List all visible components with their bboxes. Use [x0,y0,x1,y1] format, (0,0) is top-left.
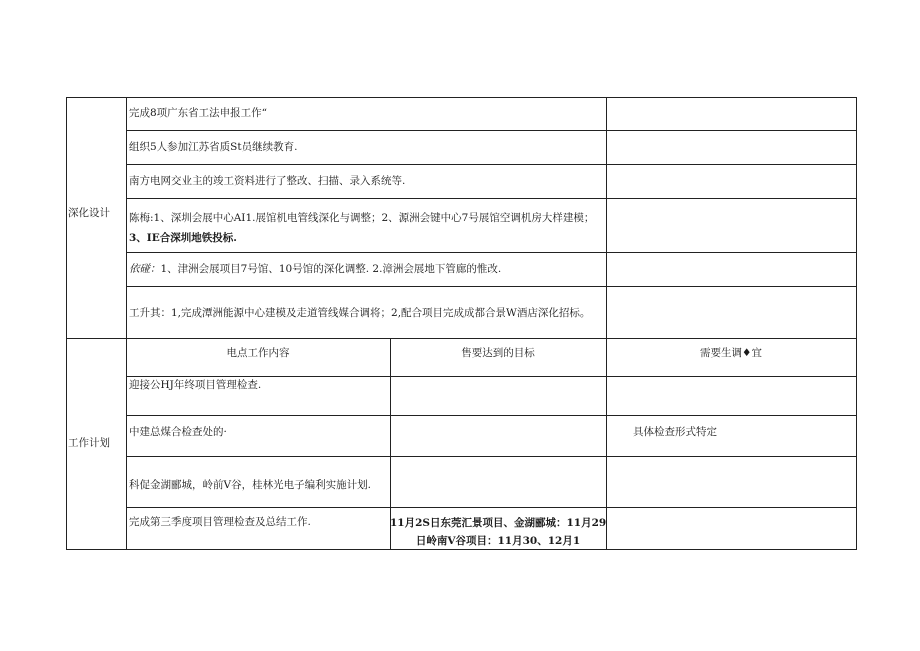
deepening-item-2-prefix: 依碰： [129,263,161,275]
rule [126,130,856,131]
rule [126,456,856,457]
rule [126,415,856,416]
row-text: 完成8项广东省工法申报工作“ [129,107,268,119]
header-notes: 需要生调♦宜 [700,347,762,359]
plan-row-notes: 具体检查形式特定 [633,426,717,438]
rule [126,252,856,253]
header-content: 电点工作内容 [226,347,290,359]
rule [126,286,856,287]
header-target: 售要达到的目标 [461,347,535,359]
rule-right [856,97,857,550]
deepening-item-2-text: 1、津洲会展项目7号馆、10号馆的深化调整. 2.漳洲会展地下管廊的惟改. [160,263,502,275]
rule [126,164,856,165]
plan-row-target: 11月2S日东莞汇景项目、金湖郦城：11月29 [390,517,607,529]
deepening-item-2 [129,262,501,276]
rule [126,376,856,377]
rule [126,198,856,199]
plan-row-content: 科促金湖郦城，岭前V谷，桂林光电子编利实施计划. [129,479,371,491]
plan-row-content: 完成第三季度项目管理检查及总结工作. [129,516,311,528]
deepening-item-1-cont: 3、IE合深圳地铁投标. [129,232,237,244]
rule-notes-col [606,97,607,550]
deepening-item-3: 工升其：1,完成潭洲能源中心建模及走道管线媒合调将；2,配合项目完成成都合景W酒店深化招标。 [129,307,591,319]
deepening-item-1: 陈梅:1、深圳会展中心AI1.展馆机电管线深化与调整；2、源洲会键中心7号展馆空调机房大样建模； [129,212,595,224]
section-label-work-plan: 工作计划 [68,437,110,449]
plan-row-content: 迎接公HJ年终项目管理检查. [129,379,262,391]
rule [126,507,856,508]
rule-section [66,338,856,339]
plan-row-target-cont: 日岭南V谷项目：11月30、12月1 [415,535,581,547]
rule-bottom [66,549,856,550]
rule-left [66,97,67,550]
section-label-deepening: 深化设计 [68,207,110,219]
row-text: 组织5人参加江苏省质St员继续教育. [129,141,298,153]
row-text: 南方电网交业主的竣工资料进行了整改、扫描、录入系统等. [129,175,406,187]
rule-label-col [126,97,127,550]
plan-row-content: 中建总煤合检查处的· [129,426,227,438]
rule-top [66,97,856,98]
